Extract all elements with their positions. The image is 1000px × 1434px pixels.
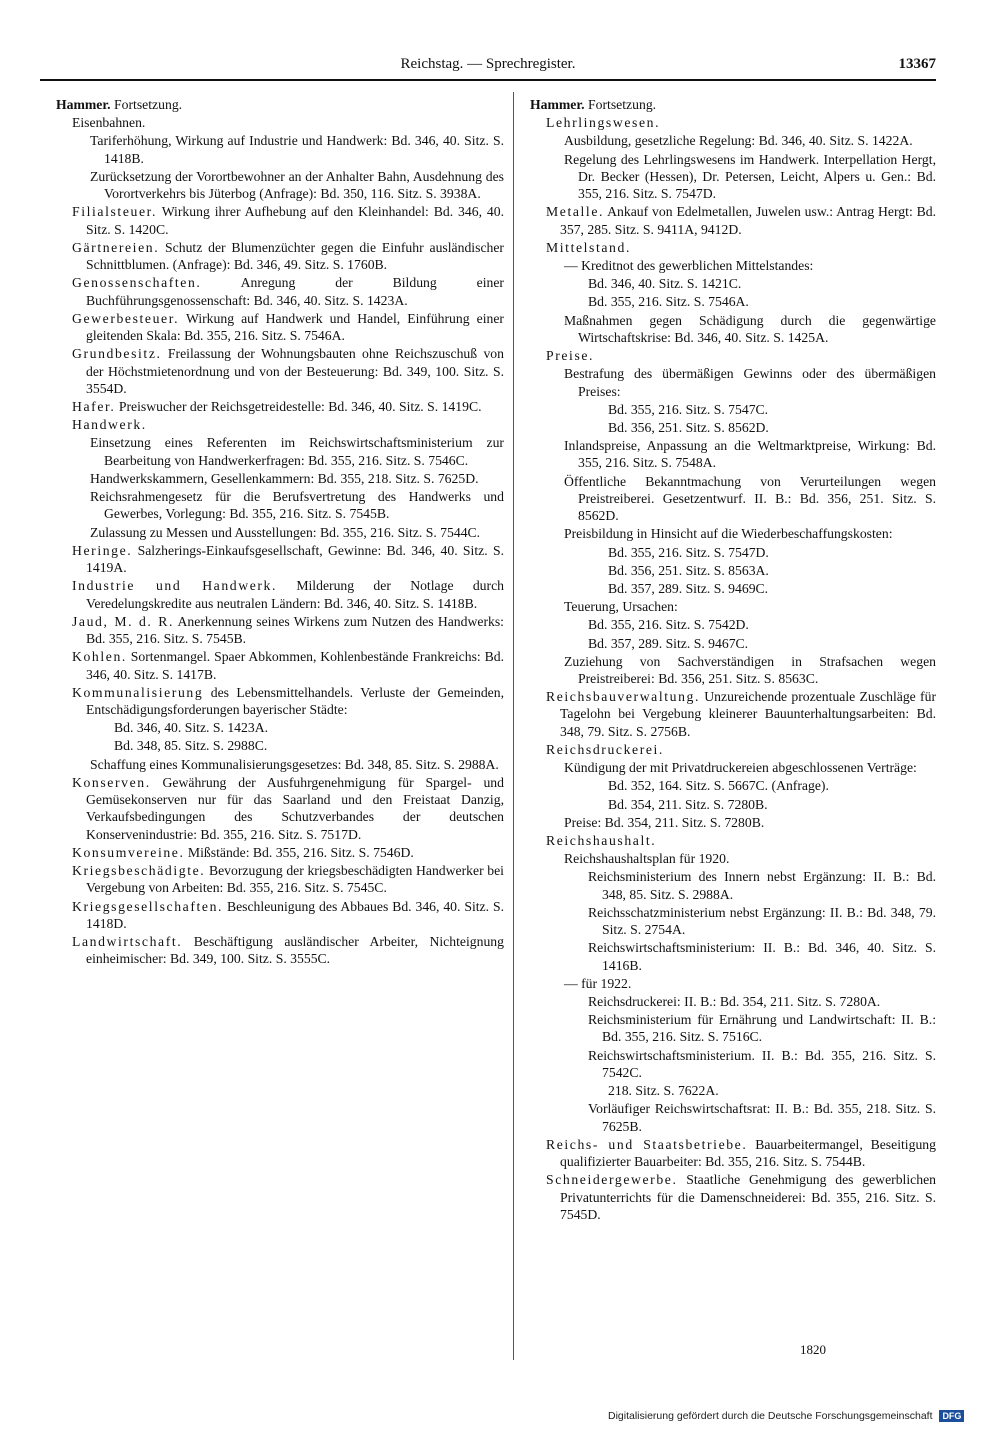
index-text: Fortsetzung. (584, 97, 657, 112)
sheet-number: 1820 (800, 1342, 826, 1357)
index-text: Einsetzung eines Referenten im Reichswirtschaftsministerium zur Bearbeitung von Handwerkerfragen: Bd. 355, 216. Sitz. S. 7546C. (90, 435, 504, 468)
index-text: Tariferhöhung, Wirkung auf Industrie und Handwerk: Bd. 346, 40. Sitz. S. 1418B. (90, 133, 504, 166)
index-entry (564, 525, 936, 542)
index-text: des Lebensmittelhandels. Verluste der Gemeinden, Entschädigungsforderungen bayerischer Städte: (86, 684, 504, 718)
index-keyword: Kriegsgesellschaften. (72, 898, 224, 914)
index-text: Reichswirtschaftsministerium. II. B.: Bd. 355, 216. Sitz. S. 7542C. (588, 1047, 936, 1080)
index-text: Preiswucher der Reichsgetreidestelle: Bd. 346, 40. Sitz. S. 1419C. (115, 399, 482, 415)
index-text: Öffentliche Bekanntmachung von Verurteilungen wegen Preistreiberei. Gesetzentwurf. II. B.: Bd. 356, 251. Sitz. S. 8562D. (564, 473, 936, 524)
index-entry (90, 132, 504, 167)
index-entry (72, 203, 504, 238)
index-entry (72, 416, 504, 433)
index-text: Bd. 355, 216. Sitz. S. 7546A. (588, 294, 749, 310)
index-entry (608, 1082, 936, 1099)
index-entry (72, 577, 504, 612)
index-text: Schutz der Blumenzüchter gegen die Einfuhr ausländischer Schnittblumen. (Anfrage): Bd. 346, 49. Sitz. S. 1760B. (86, 239, 504, 273)
index-entry (72, 239, 504, 274)
index-text: Zuziehung von Sachverständigen in Strafsachen wegen Preistreiberei: Bd. 356, 251. Sitz. S. 8563C. (564, 653, 936, 686)
index-text: Reichshaushaltsplan für 1920. (564, 851, 730, 867)
index-text: Bd. 355, 216. Sitz. S. 7547C. (608, 401, 769, 417)
index-entry (546, 832, 936, 849)
index-entry (608, 796, 936, 813)
index-keyword: Grundbesitz. (72, 346, 162, 362)
index-text: Bd. 348, 85. Sitz. S. 2988C. (114, 738, 268, 754)
index-text: Schaffung eines Kommunalisierungsgesetzes: Bd. 348, 85. Sitz. S. 2988A. (90, 756, 499, 772)
index-entry (564, 257, 936, 274)
index-text: Reichsdruckerei: II. B.: Bd. 354, 211. Sitz. S. 7280A. (588, 993, 881, 1009)
index-entry (588, 293, 936, 310)
index-keyword: Preise. (546, 348, 595, 364)
index-text: Teuerung, Ursachen: (564, 599, 678, 615)
index-text: Bd. 346, 40. Sitz. S. 1423A. (114, 720, 268, 736)
index-text: Beschleunigung des Abbaues Bd. 346, 40. Sitz. S. 1418D. (86, 898, 504, 931)
index-text: Handwerkskammern, Gesellenkammern: Bd. 355, 218. Sitz. S. 7625D. (90, 470, 479, 486)
right-column (530, 96, 936, 1224)
index-keyword: Landwirtschaft. (72, 934, 183, 949)
index-text: Bestrafung des übermäßigen Gewinns oder des übermäßigen Preises: (564, 366, 936, 399)
index-entry (90, 470, 504, 487)
index-text: Fortsetzung. (110, 97, 183, 112)
index-entry (90, 488, 504, 523)
index-keyword: Kohlen. (72, 649, 127, 665)
index-text: Staatliche Genehmigung des gewerblichen Privatunterrichts für die Damenschneiderei: Bd. 355, 216. Sitz. S. 7545D. (560, 1172, 936, 1222)
index-text: Bd. 355, 216. Sitz. S. 7547D. (608, 544, 769, 560)
index-entry (90, 168, 504, 203)
index-entry (546, 1136, 936, 1171)
index-keyword: Mittelstand. (546, 239, 631, 255)
index-entry (564, 653, 936, 688)
index-entry (546, 114, 936, 131)
index-keyword: Heringe. (72, 542, 133, 558)
index-entry (72, 114, 504, 131)
index-entry (588, 616, 936, 633)
index-text: Freilassung der Wohnungsbauten ohne Reichszuschuß von der Höchstmietenordnung und von der Besteuerung: Bd. 349, 100. Sitz. S. 3554D. (86, 346, 504, 396)
index-keyword: Metalle. (546, 204, 605, 220)
index-text: Bd. 356, 251. Sitz. S. 8563A. (608, 562, 769, 578)
index-entry (546, 239, 936, 256)
dfg-logo: DFG (939, 1410, 964, 1422)
index-text: Inlandspreise, Anpassung an die Weltmarktpreise, Wirkung: Bd. 355, 216. Sitz. S. 7548A. (564, 438, 936, 471)
left-column (56, 96, 504, 968)
index-entry (588, 1100, 936, 1135)
index-text: Mißstände: Bd. 355, 216. Sitz. S. 7546D. (184, 844, 414, 860)
index-keyword: Jaud, M. d. R. (72, 613, 175, 629)
index-text: Gewährung der Ausfuhrgenehmigung für Spargel- und Gemüsekonserven nur für das Saarland und den Freistaat Danzig, Verkaufsbedingungen des Schutzverbandes der deutschen Konservenindustrie: Bd. 355, 216. Sitz. S. 7517D. (86, 774, 504, 842)
index-entry (114, 719, 504, 736)
index-keyword: Hammer. (530, 97, 585, 112)
index-text: Wirkung ihrer Aufhebung auf den Kleinhandel: Bd. 346, 40. Sitz. S. 1420C. (86, 204, 504, 237)
index-entry (564, 312, 936, 347)
index-text: Bevorzugung der kriegsbeschädigten Handwerker bei Vergebung von Arbeiten: Bd. 355, 216. Sitz. S. 7545C. (86, 863, 504, 896)
index-text: Wirkung auf Handwerk und Handel, Einführung einer gleitenden Skala: Bd. 355, 216. Sitz. S. 7546A. (86, 310, 504, 344)
index-entry (546, 741, 936, 758)
index-text: Kündigung der mit Privatdruckereien abgeschlossenen Verträge: (564, 760, 917, 776)
index-keyword: Industrie und Handwerk. (72, 578, 278, 594)
index-text: Anregung der Bildung einer Buchführungsgenossenschaft: Bd. 346, 40. Sitz. S. 1423A. (86, 275, 504, 308)
index-keyword: Kriegsbeschädigte. (72, 863, 206, 879)
index-entry (546, 203, 936, 238)
index-text: Zulassung zu Messen und Ausstellungen: Bd. 355, 216. Sitz. S. 7544C. (90, 524, 481, 540)
index-text: Reichsministerium für Ernährung und Landwirtschaft: II. B.: Bd. 355, 216. Sitz. S. 7516C. (588, 1012, 936, 1045)
index-entry (564, 850, 936, 867)
index-entry (588, 993, 936, 1010)
index-text: Reichsschatzministerium nebst Ergänzung: II. B.: Bd. 348, 79. Sitz. S. 2754A. (588, 904, 936, 938)
index-keyword: Hammer. (56, 97, 111, 112)
index-entry (546, 347, 936, 364)
index-text: Preise: Bd. 354, 211. Sitz. S. 7280B. (564, 814, 765, 830)
index-entry (608, 419, 936, 436)
index-entry (72, 274, 504, 309)
index-entry (530, 96, 936, 113)
index-text: Milderung der Notlage durch Veredelungskredite aus neutralen Ländern: Bd. 346, 40. Sitz. S. 1418B. (86, 578, 504, 611)
index-entry (588, 1011, 936, 1046)
index-text: — Kreditnot des gewerblichen Mittelstandes: (564, 258, 814, 274)
index-entry (564, 151, 936, 203)
column-divider (513, 92, 514, 1360)
index-entry (608, 562, 936, 579)
index-entry (564, 473, 936, 525)
index-keyword: Reichshaushalt. (546, 832, 657, 848)
index-keyword: Reichsbauverwaltung. (546, 689, 701, 705)
index-text: Bd. 356, 251. Sitz. S. 8562D. (608, 419, 769, 435)
index-entry (564, 814, 936, 831)
index-keyword: Hafer. (72, 399, 116, 415)
index-entry (72, 684, 504, 719)
index-entry (90, 434, 504, 469)
footer-credit-text: Digitalisierung gefördert durch die Deutsche Forschungsgemeinschaft (608, 1410, 933, 1422)
index-text: Bd. 355, 216. Sitz. S. 7542D. (588, 617, 749, 633)
index-keyword: Reichsdruckerei. (546, 741, 664, 757)
index-text: Reichsministerium des Innern nebst Ergänzung: II. B.: Bd. 348, 85. Sitz. S. 2988A. (588, 869, 936, 902)
index-text: Vorläufiger Reichswirtschaftsrat: II. B.: Bd. 355, 218. Sitz. S. 7625B. (588, 1101, 936, 1134)
index-entry (588, 868, 936, 903)
index-keyword: Genossenschaften. (72, 275, 202, 291)
index-entry (72, 648, 504, 683)
index-entry (608, 777, 936, 794)
index-entry (72, 542, 504, 577)
index-text: — für 1922. (564, 975, 632, 991)
index-entry (588, 1047, 936, 1082)
index-text: Reichswirtschaftsministerium: II. B.: Bd. 346, 40. Sitz. S. 1416B. (588, 940, 936, 973)
index-keyword: Schneidergewerbe. (546, 1172, 678, 1188)
index-keyword: Lehrlingswesen. (546, 115, 661, 131)
index-text: Ankauf von Edelmetallen, Juwelen usw.: Antrag Hergt: Bd. 357, 285. Sitz. S. 9411A, 9412D. (560, 204, 936, 237)
index-text: Unzureichende prozentuale Zuschläge für Tagelohn bei Vergebung kleinerer Bauunterhaltungsarbeiten: Bd. 348, 79. Sitz. S. 2756B. (560, 689, 936, 739)
index-keyword: Gärtnereien. (72, 239, 160, 255)
index-entry (72, 844, 504, 861)
index-entry (564, 598, 936, 615)
index-entry (114, 737, 504, 754)
index-text: Beschäftigung ausländischer Arbeiter, Nichteignung einheimischer: Bd. 349, 100. Sitz. S. 3555C. (86, 934, 504, 967)
index-text: Preisbildung in Hinsicht auf die Wiederbeschaffungskosten: (564, 526, 893, 542)
index-entry (608, 401, 936, 418)
index-entry (564, 132, 936, 149)
index-entry (56, 96, 504, 113)
index-keyword: Reichs- und Staatsbetriebe. (546, 1136, 748, 1152)
index-entry (564, 437, 936, 472)
index-entry (588, 635, 936, 652)
index-keyword: Konserven. (72, 774, 151, 790)
index-entry (564, 365, 936, 400)
index-keyword: Gewerbesteuer. (72, 310, 180, 326)
index-keyword: Filialsteuer. (72, 204, 158, 220)
index-keyword: Kommunalisierung (72, 684, 204, 700)
index-entry (546, 688, 936, 740)
index-text: Bd. 352, 164. Sitz. S. 5667C. (Anfrage). (608, 778, 829, 794)
index-entry (72, 933, 504, 968)
index-entry (588, 939, 936, 974)
header-rule (40, 79, 936, 81)
index-text: Reichsrahmengesetz für die Berufsvertretung des Handwerks und Gewerbes, Vorlegung: Bd. 355, 216. Sitz. S. 7545B. (90, 489, 504, 522)
index-entry (72, 345, 504, 397)
index-text: Salzherings-Einkaufsgesellschaft, Gewinne: Bd. 346, 40. Sitz. S. 1419A. (86, 542, 504, 576)
index-entry (564, 759, 936, 776)
index-entry (72, 310, 504, 345)
index-entry (72, 898, 504, 933)
index-entry (588, 904, 936, 939)
index-text: Zurücksetzung der Vorortbewohner an der Anhalter Bahn, Ausdehnung des Vorortverkehrs bis Jüterbog (Anfrage): Bd. 350, 116. Sitz. S. 3938A. (90, 168, 504, 202)
index-text: Bd. 354, 211. Sitz. S. 7280B. (608, 796, 768, 812)
page-header (40, 56, 936, 78)
index-text: Bauarbeitermangel, Beseitigung qualifizierter Bauarbeiter: Bd. 355, 216. Sitz. S. 7544B. (560, 1136, 936, 1170)
index-entry (608, 580, 936, 597)
index-text: 218. Sitz. S. 7622A. (608, 1083, 719, 1099)
index-text: Anerkennung seines Wirkens zum Nutzen des Handwerks: Bd. 355, 216. Sitz. S. 7545B. (86, 613, 504, 647)
index-text: Sortenmangel. Spaer Abkommen, Kohlenbestände Frankreichs: Bd. 346, 40. Sitz. S. 1417B. (86, 649, 504, 682)
index-entry (546, 1171, 936, 1223)
index-keyword: Konsumvereine. (72, 844, 185, 860)
header-title: Reichstag. — Sprechregister. (400, 56, 576, 72)
index-keyword: Handwerk. (72, 417, 147, 433)
index-entry (90, 524, 504, 541)
index-text: Bd. 346, 40. Sitz. S. 1421C. (588, 276, 742, 292)
index-entry (72, 398, 504, 415)
index-text: Eisenbahnen. (72, 115, 146, 131)
index-text: Bd. 357, 289. Sitz. S. 9467C. (588, 635, 749, 651)
index-entry (564, 975, 936, 992)
index-entry (608, 544, 936, 561)
page-number: 13367 (898, 56, 936, 72)
index-entry (72, 613, 504, 648)
index-entry (72, 862, 504, 897)
index-text: Ausbildung, gesetzliche Regelung: Bd. 346, 40. Sitz. S. 1422A. (564, 133, 913, 149)
index-text: Regelung des Lehrlingswesens im Handwerk. Interpellation Hergt, Dr. Becker (Hessen), Dr. Petersen, Leicht, Alpers u. Gen.: Bd. 355, 216. Sitz. S. 7547D. (564, 151, 936, 202)
index-entry (588, 275, 936, 292)
footer-credit (608, 1410, 964, 1422)
index-text: Maßnahmen gegen Schädigung durch die gegenwärtige Wirtschaftskrise: Bd. 346, 40. Sitz. S. 1425A. (564, 312, 936, 345)
index-entry (72, 774, 504, 843)
index-entry (90, 756, 504, 773)
index-text: Bd. 357, 289. Sitz. S. 9469C. (608, 580, 769, 596)
